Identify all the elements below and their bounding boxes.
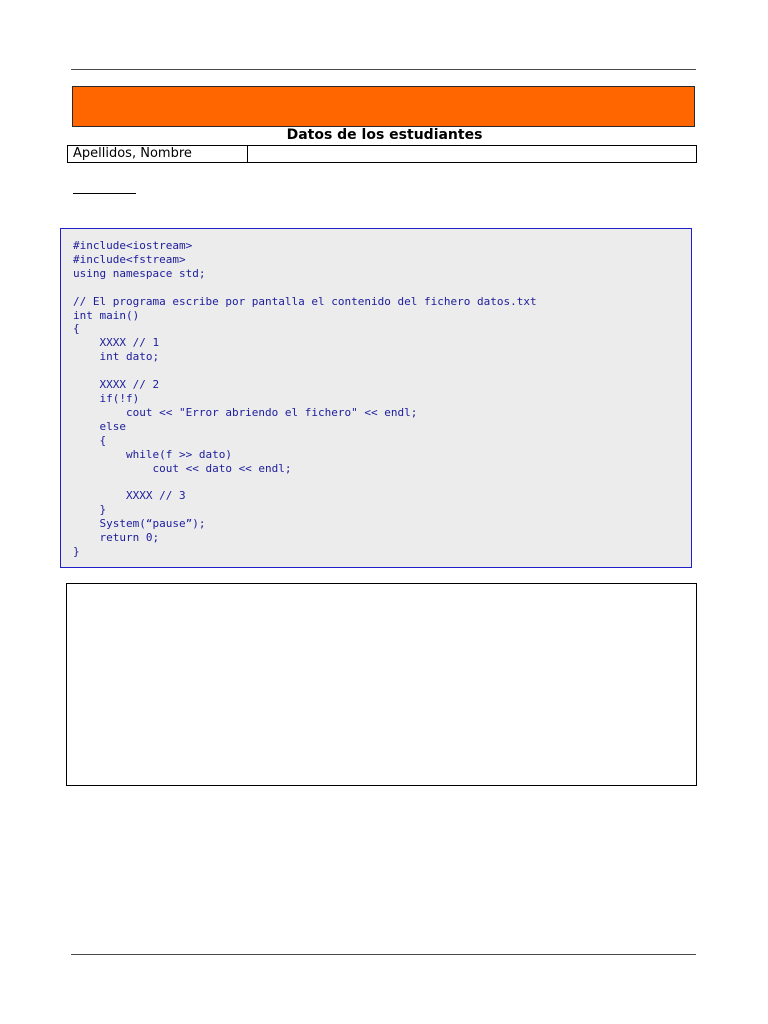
code-line: #include<iostream> — [73, 239, 193, 252]
code-line: { — [73, 322, 80, 336]
code-listing — [60, 228, 692, 568]
code-line: int main() — [73, 308, 140, 322]
header-banner — [72, 86, 695, 127]
code-line: } — [73, 544, 80, 558]
answer-box[interactable] — [66, 583, 697, 786]
code-line: while(f >> dato) — [73, 447, 232, 461]
code-line: cout << dato << endl; — [73, 461, 292, 475]
code-line: return 0; — [73, 531, 160, 545]
footer-rule — [71, 954, 696, 955]
code-line: if(!f) — [73, 391, 140, 405]
code-line: XXXX // 1 — [73, 336, 160, 350]
header-rule — [71, 69, 696, 70]
name-field[interactable] — [248, 146, 696, 162]
name-label: Apellidos, Nombre — [68, 146, 248, 162]
students-section-title: Datos de los estudiantes — [286, 127, 483, 143]
code-line: // El programa escribe por pantalla el contenido del fichero datos.txt — [73, 294, 537, 308]
students-table — [67, 145, 697, 163]
code-line: } — [73, 503, 107, 517]
code-line: XXXX // 3 — [73, 489, 186, 503]
section-underline — [73, 193, 136, 194]
code-line: XXXX // 2 — [73, 378, 160, 392]
code-line: else — [73, 419, 126, 433]
code-line: System(“pause”); — [73, 517, 206, 531]
code-text — [73, 239, 537, 559]
code-line: #include<fstream> — [73, 252, 186, 266]
code-line: cout << "Error abriendo el fichero" << endl; — [73, 405, 418, 419]
code-line: using namespace std; — [73, 266, 206, 280]
code-line: { — [73, 433, 107, 447]
code-line: int dato; — [73, 350, 160, 364]
